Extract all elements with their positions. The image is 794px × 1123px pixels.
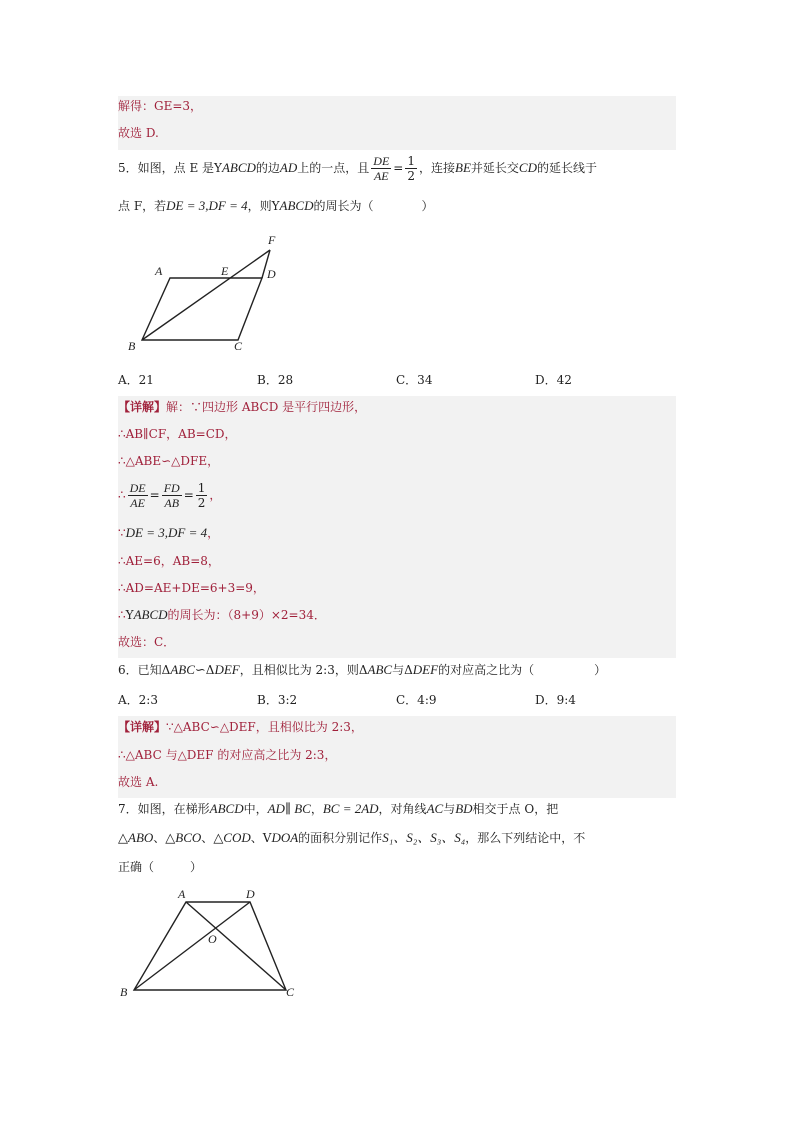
q7-trapezoid-figure <box>116 884 306 1002</box>
q6-option-b[interactable]: B．3:2 <box>257 693 298 707</box>
label-b: B <box>128 339 136 353</box>
label-b: B <box>120 985 128 999</box>
q5-option-c[interactable]: C．34 <box>396 373 433 387</box>
q5-sol-line3: ∴△ABE∽△DFE， <box>118 454 220 468</box>
q5-parallelogram-figure <box>118 228 298 356</box>
q6-option-c[interactable]: C．4:9 <box>396 693 437 707</box>
q5-sol-line9: 故选：C． <box>118 635 176 649</box>
diagonal-bd <box>134 902 250 990</box>
parallelogram-abcd <box>142 278 262 340</box>
q6-sol-line2: ∴△ABC 与△DEF 的对应高之比为 2:3， <box>118 748 337 762</box>
label-c: C <box>286 985 295 999</box>
label-a: A <box>155 264 163 278</box>
q5-option-b[interactable]: B．28 <box>257 373 294 387</box>
q5-fraction-de-ae: $\frac{DE}{AE}$ <box>373 154 390 183</box>
sol4-line1: 解得：GE=3， <box>118 99 203 113</box>
q5-fraction-half: $\frac{1}{2}$ <box>407 154 415 183</box>
q5-sol-line7: ∴AD=AE+DE=6+3=9， <box>118 581 265 595</box>
q6-sol-line3: 故选 A. <box>118 775 159 789</box>
diagonal-ac <box>186 902 286 990</box>
label-e: E <box>221 264 229 278</box>
q7-stem-line2: △ABO、△BCO、△COD、VDOA的面积分别记作S₁、S₂、S₃、S₄，那么下列结论中，不 <box>118 830 586 845</box>
label-a: A <box>178 887 186 901</box>
q5-stem-line1: 5．如图，点 E 是YABCD的边AD上的一点，且 $\frac{DE}{AE}$ = $\frac{1}{2}$ ，连接BE并延长交CD的延长线于 <box>118 154 597 183</box>
q6-option-d[interactable]: D．9:4 <box>535 693 576 707</box>
q5-sol-line5: ∵DE = 3,DF = 4， <box>118 525 220 540</box>
label-c: C <box>234 339 243 353</box>
q6-option-a[interactable]: A．2:3 <box>118 693 158 707</box>
q5-sol-line4: ∴ $\frac{DE}{AE}$ = $\frac{FD}{AB}$ = $\frac{1}{2}$ ， <box>118 481 222 510</box>
q5-option-d[interactable]: D．42 <box>535 373 572 387</box>
q5-stem-line2: 点 F，若DE = 3,DF = 4，则YABCD的周长为（ ） <box>118 198 434 213</box>
q5-sol-line2: ∴AB∥CF，AB=CD， <box>118 427 237 441</box>
q5-sol-line6: ∴AE=6，AB=8， <box>118 554 220 568</box>
sol4-line2: 故选 D. <box>118 126 159 140</box>
q6-stem: 6．已知ΔABC∽ΔDEF，且相似比为 2:3，则ΔABC与ΔDEF的对应高之比为（ ） <box>118 662 607 677</box>
q7-stem-line1: 7．如图，在梯形ABCD中，AD∥ BC，BC = 2AD，对角线AC与BD相交于点 O，把 <box>118 801 559 816</box>
label-d: D <box>246 887 255 901</box>
q7-stem-line3: 正确（ ） <box>118 860 203 874</box>
q5-sol-line1: 【详解】解：∵四边形 ABCD 是平行四边形， <box>118 400 367 414</box>
q6-sol-line1: 【详解】∵△ABC∽△DEF，且相似比为 2:3， <box>118 720 363 734</box>
label-f: F <box>268 233 276 247</box>
q5-sol-line8: ∴YABCD的周长为：（8+9）×2=34． <box>118 607 326 622</box>
label-d: D <box>267 267 276 281</box>
label-o: O <box>208 932 217 946</box>
q5-option-a[interactable]: A．21 <box>118 373 154 387</box>
trapezoid-abcd <box>134 902 286 990</box>
